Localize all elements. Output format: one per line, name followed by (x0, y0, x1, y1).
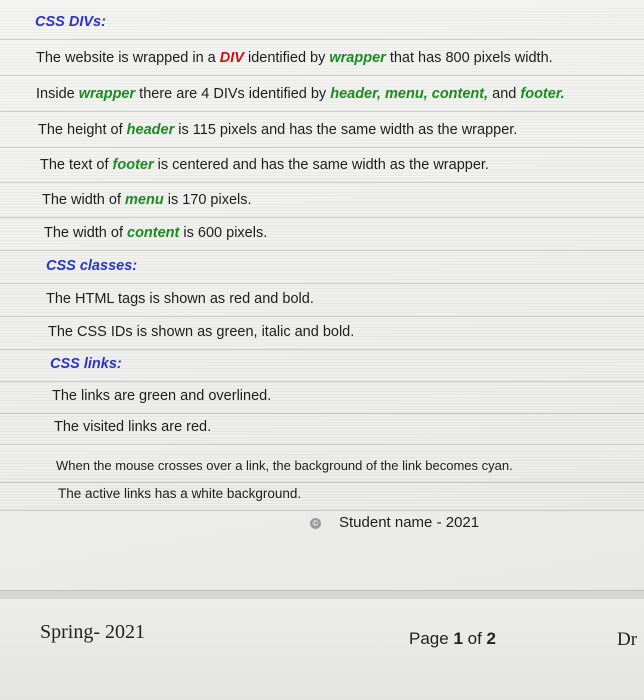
copyright-icon: © (310, 518, 321, 529)
css-classes-heading: CSS classes: (0, 250, 644, 284)
css-divs-line-2: Inside wrapper there are 4 DIVs identified by header, menu, content, and footer. (0, 78, 644, 112)
footer-right-text: Dr (617, 629, 638, 650)
copyright-text: Student name - 2021 (339, 514, 480, 531)
css-links-line-2: The visited links are red. (0, 411, 644, 445)
page-number: Page 1 of 2 (409, 629, 496, 648)
css-divs-heading: CSS DIVs: (0, 6, 644, 40)
css-divs-line-4: The text of footer is centered and has the same width as the wrapper. (0, 149, 644, 183)
css-links-line-1: The links are green and overlined. (0, 380, 644, 414)
copyright-line (310, 514, 479, 531)
footer-term: Spring- 2021 (40, 621, 145, 643)
page-footer (0, 599, 644, 700)
css-links-line-3: When the mouse crosses over a link, the background of the link becomes cyan. (0, 449, 644, 483)
css-links-heading: CSS links: (0, 348, 644, 382)
css-divs-line-1: The website is wrapped in a DIV identified by wrapper that has 800 pixels width. (0, 42, 644, 76)
css-links-line-4: The active links has a white background. (0, 477, 644, 511)
css-divs-line-6: The width of content is 600 pixels. (0, 217, 644, 251)
css-classes-line-1: The HTML tags is shown as red and bold. (0, 283, 644, 317)
css-classes-line-2: The CSS IDs is shown as green, italic and bold. (0, 316, 644, 350)
css-divs-line-5: The width of menu is 170 pixels. (0, 184, 644, 218)
css-divs-line-3: The height of header is 115 pixels and has the same width as the wrapper. (0, 114, 644, 148)
